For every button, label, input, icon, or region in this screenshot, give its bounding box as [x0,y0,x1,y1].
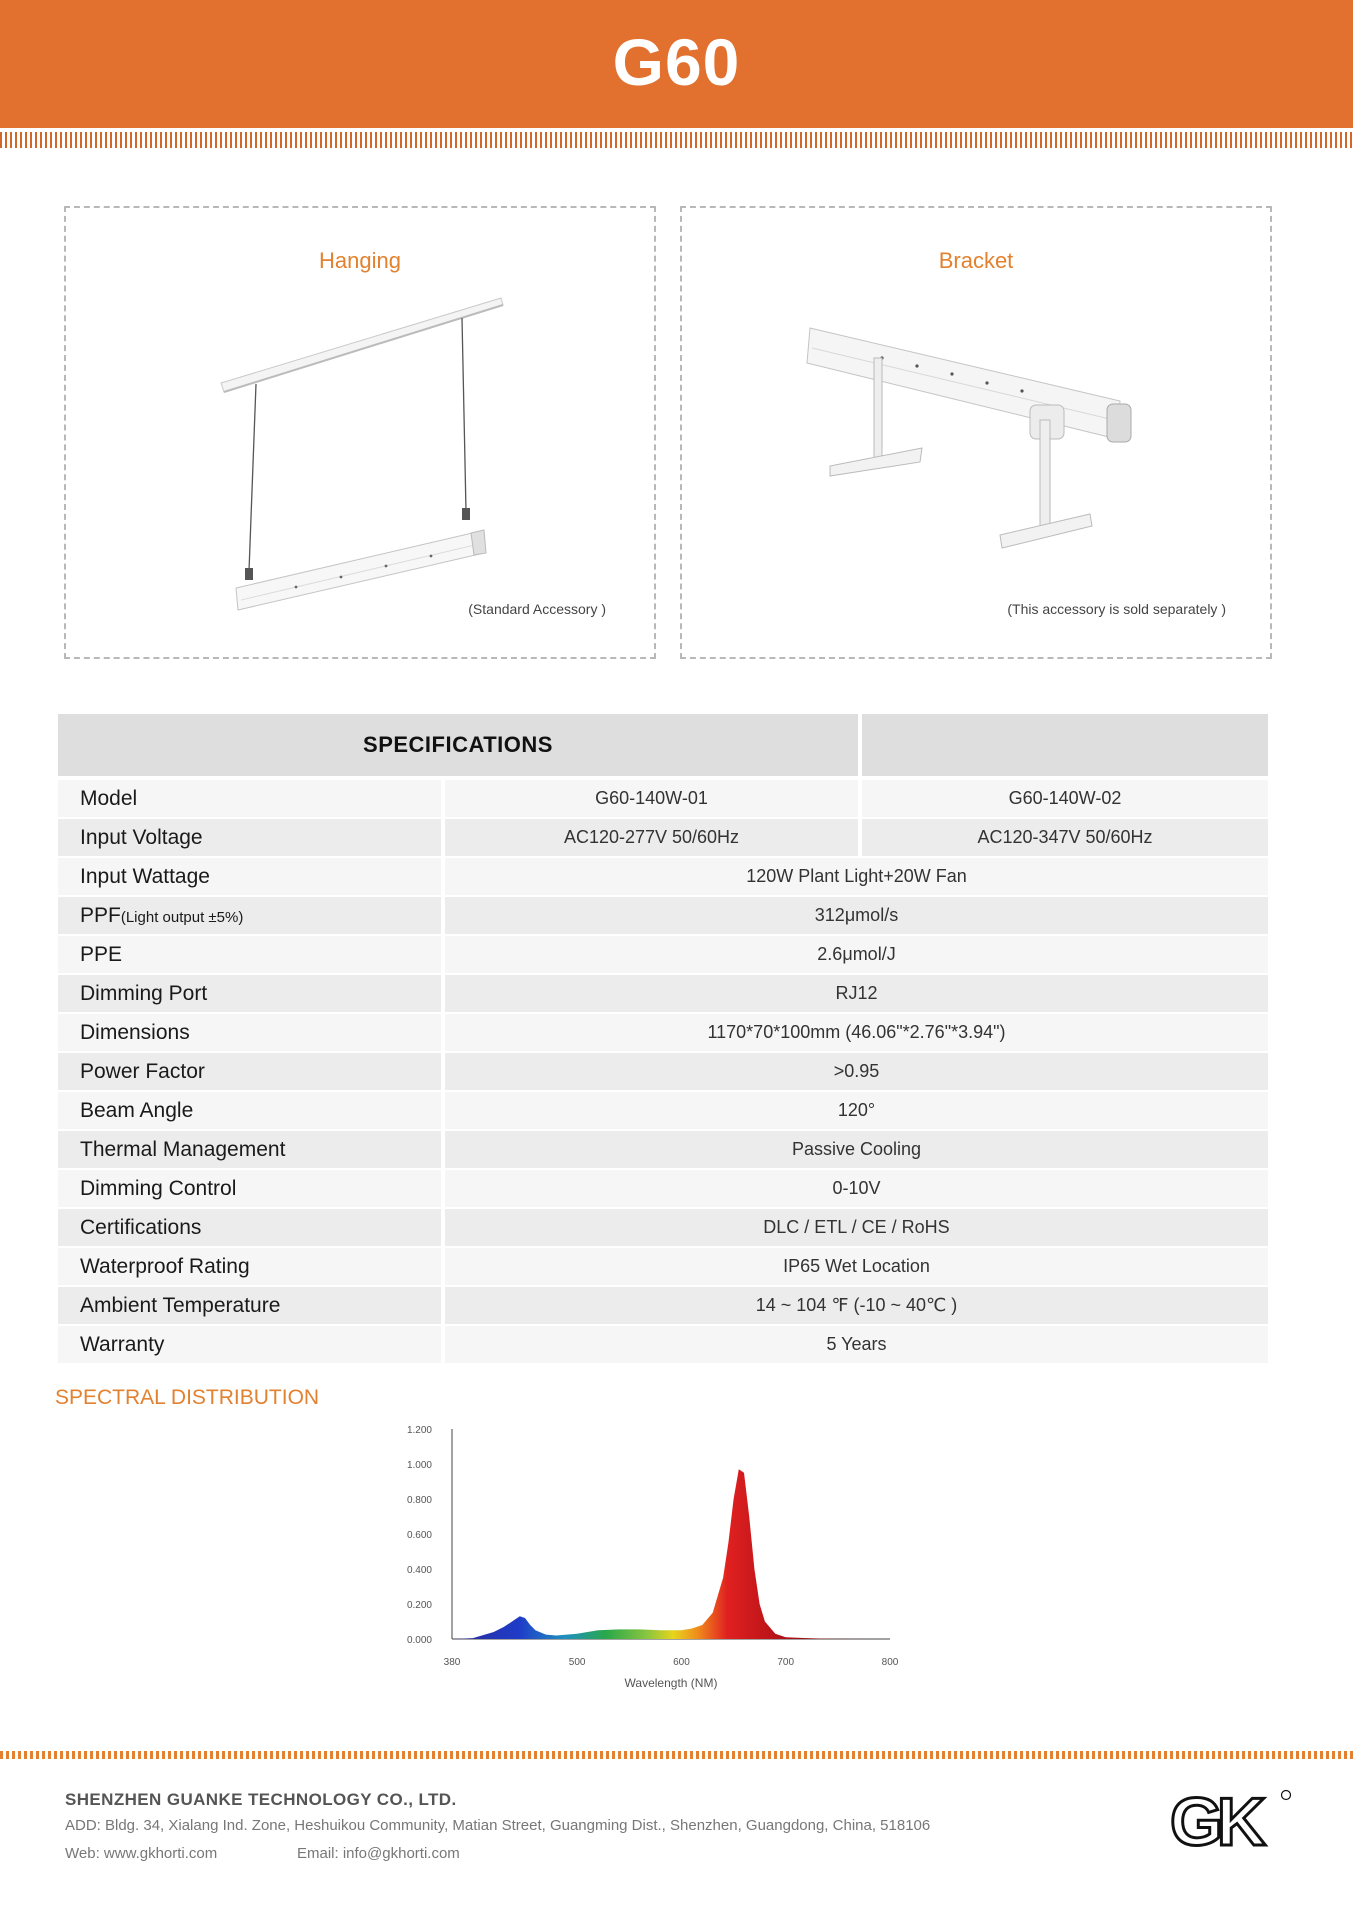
header-tick-stripe [0,132,1353,148]
x-axis-label: Wavelength (NM) [624,1676,718,1690]
spec-label: Input Voltage [58,819,441,856]
company-email[interactable]: Email: info@gkhorti.com [297,1845,460,1862]
x-tick-label: 380 [443,1657,461,1668]
spec-label: Waterproof Rating [58,1248,441,1285]
spec-value: 1170*70*100mm (46.06"*2.76"*3.94") [445,1014,1268,1051]
spec-label-main: PPF [80,904,121,927]
spec-value: RJ12 [445,975,1268,1012]
spec-label: Certifications [58,1209,441,1246]
y-tick-label: 0.600 [406,1530,432,1541]
spec-value: 312μmol/s [445,897,1268,934]
accessory-hanging-title: Hanging [319,248,401,273]
gk-logo [1168,1785,1298,1855]
spec-value-model-02: G60-140W-02 [862,780,1268,817]
spec-label-note: (Light output ±5%) [120,909,244,926]
spec-value: 14 ~ 104 ℉ (-10 ~ 40℃ ) [445,1287,1268,1324]
spec-label [58,897,441,934]
spec-label: Beam Angle [58,1092,441,1129]
spectral-chart [390,1415,910,1700]
spec-row-dimensions [58,1014,1268,1051]
spec-value: DLC / ETL / CE / RoHS [445,1209,1268,1246]
spec-value: 120° [445,1092,1268,1129]
spec-value-voltage-02: AC120-347V 50/60Hz [862,819,1268,856]
spec-label: Model [58,780,441,817]
accessory-hanging-panel [64,206,656,659]
spec-value: >0.95 [445,1053,1268,1090]
spec-row-warranty [58,1326,1268,1363]
y-tick-label: 1.000 [406,1460,432,1471]
y-tick-label: 1.200 [406,1425,432,1436]
y-tick-label: 0.200 [406,1600,432,1611]
spec-value: 5 Years [445,1326,1268,1363]
page-title: G60 [612,25,741,99]
spec-row-dimming-control [58,1170,1268,1207]
spec-value: 0-10V [445,1170,1268,1207]
spec-label: Warranty [58,1326,441,1363]
spec-value-model-01: G60-140W-01 [445,780,858,817]
company-website[interactable]: Web: www.gkhorti.com [65,1845,218,1862]
spec-label: Thermal Management [58,1131,441,1168]
spec-label: Power Factor [58,1053,441,1090]
y-tick-label: 0.800 [406,1495,432,1506]
spectral-distribution-heading: SPECTRAL DISTRIBUTION [55,1386,320,1409]
accessory-hanging-note: (Standard Accessory ) [468,601,606,617]
spec-row-ppf [58,897,1268,934]
spec-row-waterproof-rating [58,1248,1268,1285]
spec-row-beam-angle [58,1092,1268,1129]
spec-row-input-wattage [58,858,1268,895]
spec-label: PPE [58,936,441,973]
spec-row-power-factor [58,1053,1268,1090]
registered-mark-icon [1282,1791,1291,1800]
y-tick-label: 0.400 [406,1565,432,1576]
y-tick-label: 0.000 [406,1635,432,1646]
spec-label: Dimensions [58,1014,441,1051]
spec-row-thermal-management [58,1131,1268,1168]
spectrum-area [452,1469,869,1639]
header-banner [0,0,1353,128]
x-tick-label: 500 [568,1657,586,1668]
accessory-bracket-panel [680,206,1272,659]
spec-label: Dimming Control [58,1170,441,1207]
spec-value: Passive Cooling [445,1131,1268,1168]
x-tick-label: 700 [777,1657,795,1668]
spec-row-model [58,780,1268,817]
hanging-fixture-illustration [66,208,658,661]
spec-header-bar-right [862,714,1268,776]
spec-row-certifications [58,1209,1268,1246]
spec-row-ambient-temperature [58,1287,1268,1324]
spec-value: IP65 Wet Location [445,1248,1268,1285]
x-tick-label: 600 [673,1657,690,1668]
bracket-fixture-illustration [682,208,1274,661]
spec-label: Input Wattage [58,858,441,895]
spec-value: 2.6μmol/J [445,936,1268,973]
spec-row-dimming-port [58,975,1268,1012]
spec-value: 120W Plant Light+20W Fan [445,858,1268,895]
spec-row-input-voltage [58,819,1268,856]
company-name: SHENZHEN GUANKE TECHNOLOGY CO., LTD. [65,1790,457,1809]
accessory-bracket-note: (This accessory is sold separately ) [1007,601,1226,617]
x-tick-label: 800 [881,1657,899,1668]
specifications-heading: SPECIFICATIONS [363,732,553,757]
spec-value-voltage-01: AC120-277V 50/60Hz [445,819,858,856]
accessory-bracket-title: Bracket [938,248,1014,273]
company-address: ADD: Bldg. 34, Xialang Ind. Zone, Heshuikou Community, Matian Street, Guangming Dist., Shenzhen, Guangdong, China, 518106 [65,1817,931,1834]
spec-label: Ambient Temperature [58,1287,441,1324]
footer-dotted-divider [0,1751,1353,1759]
spec-label: Dimming Port [58,975,441,1012]
spec-row-ppe [58,936,1268,973]
logo-text: GK [1170,1785,1260,1855]
